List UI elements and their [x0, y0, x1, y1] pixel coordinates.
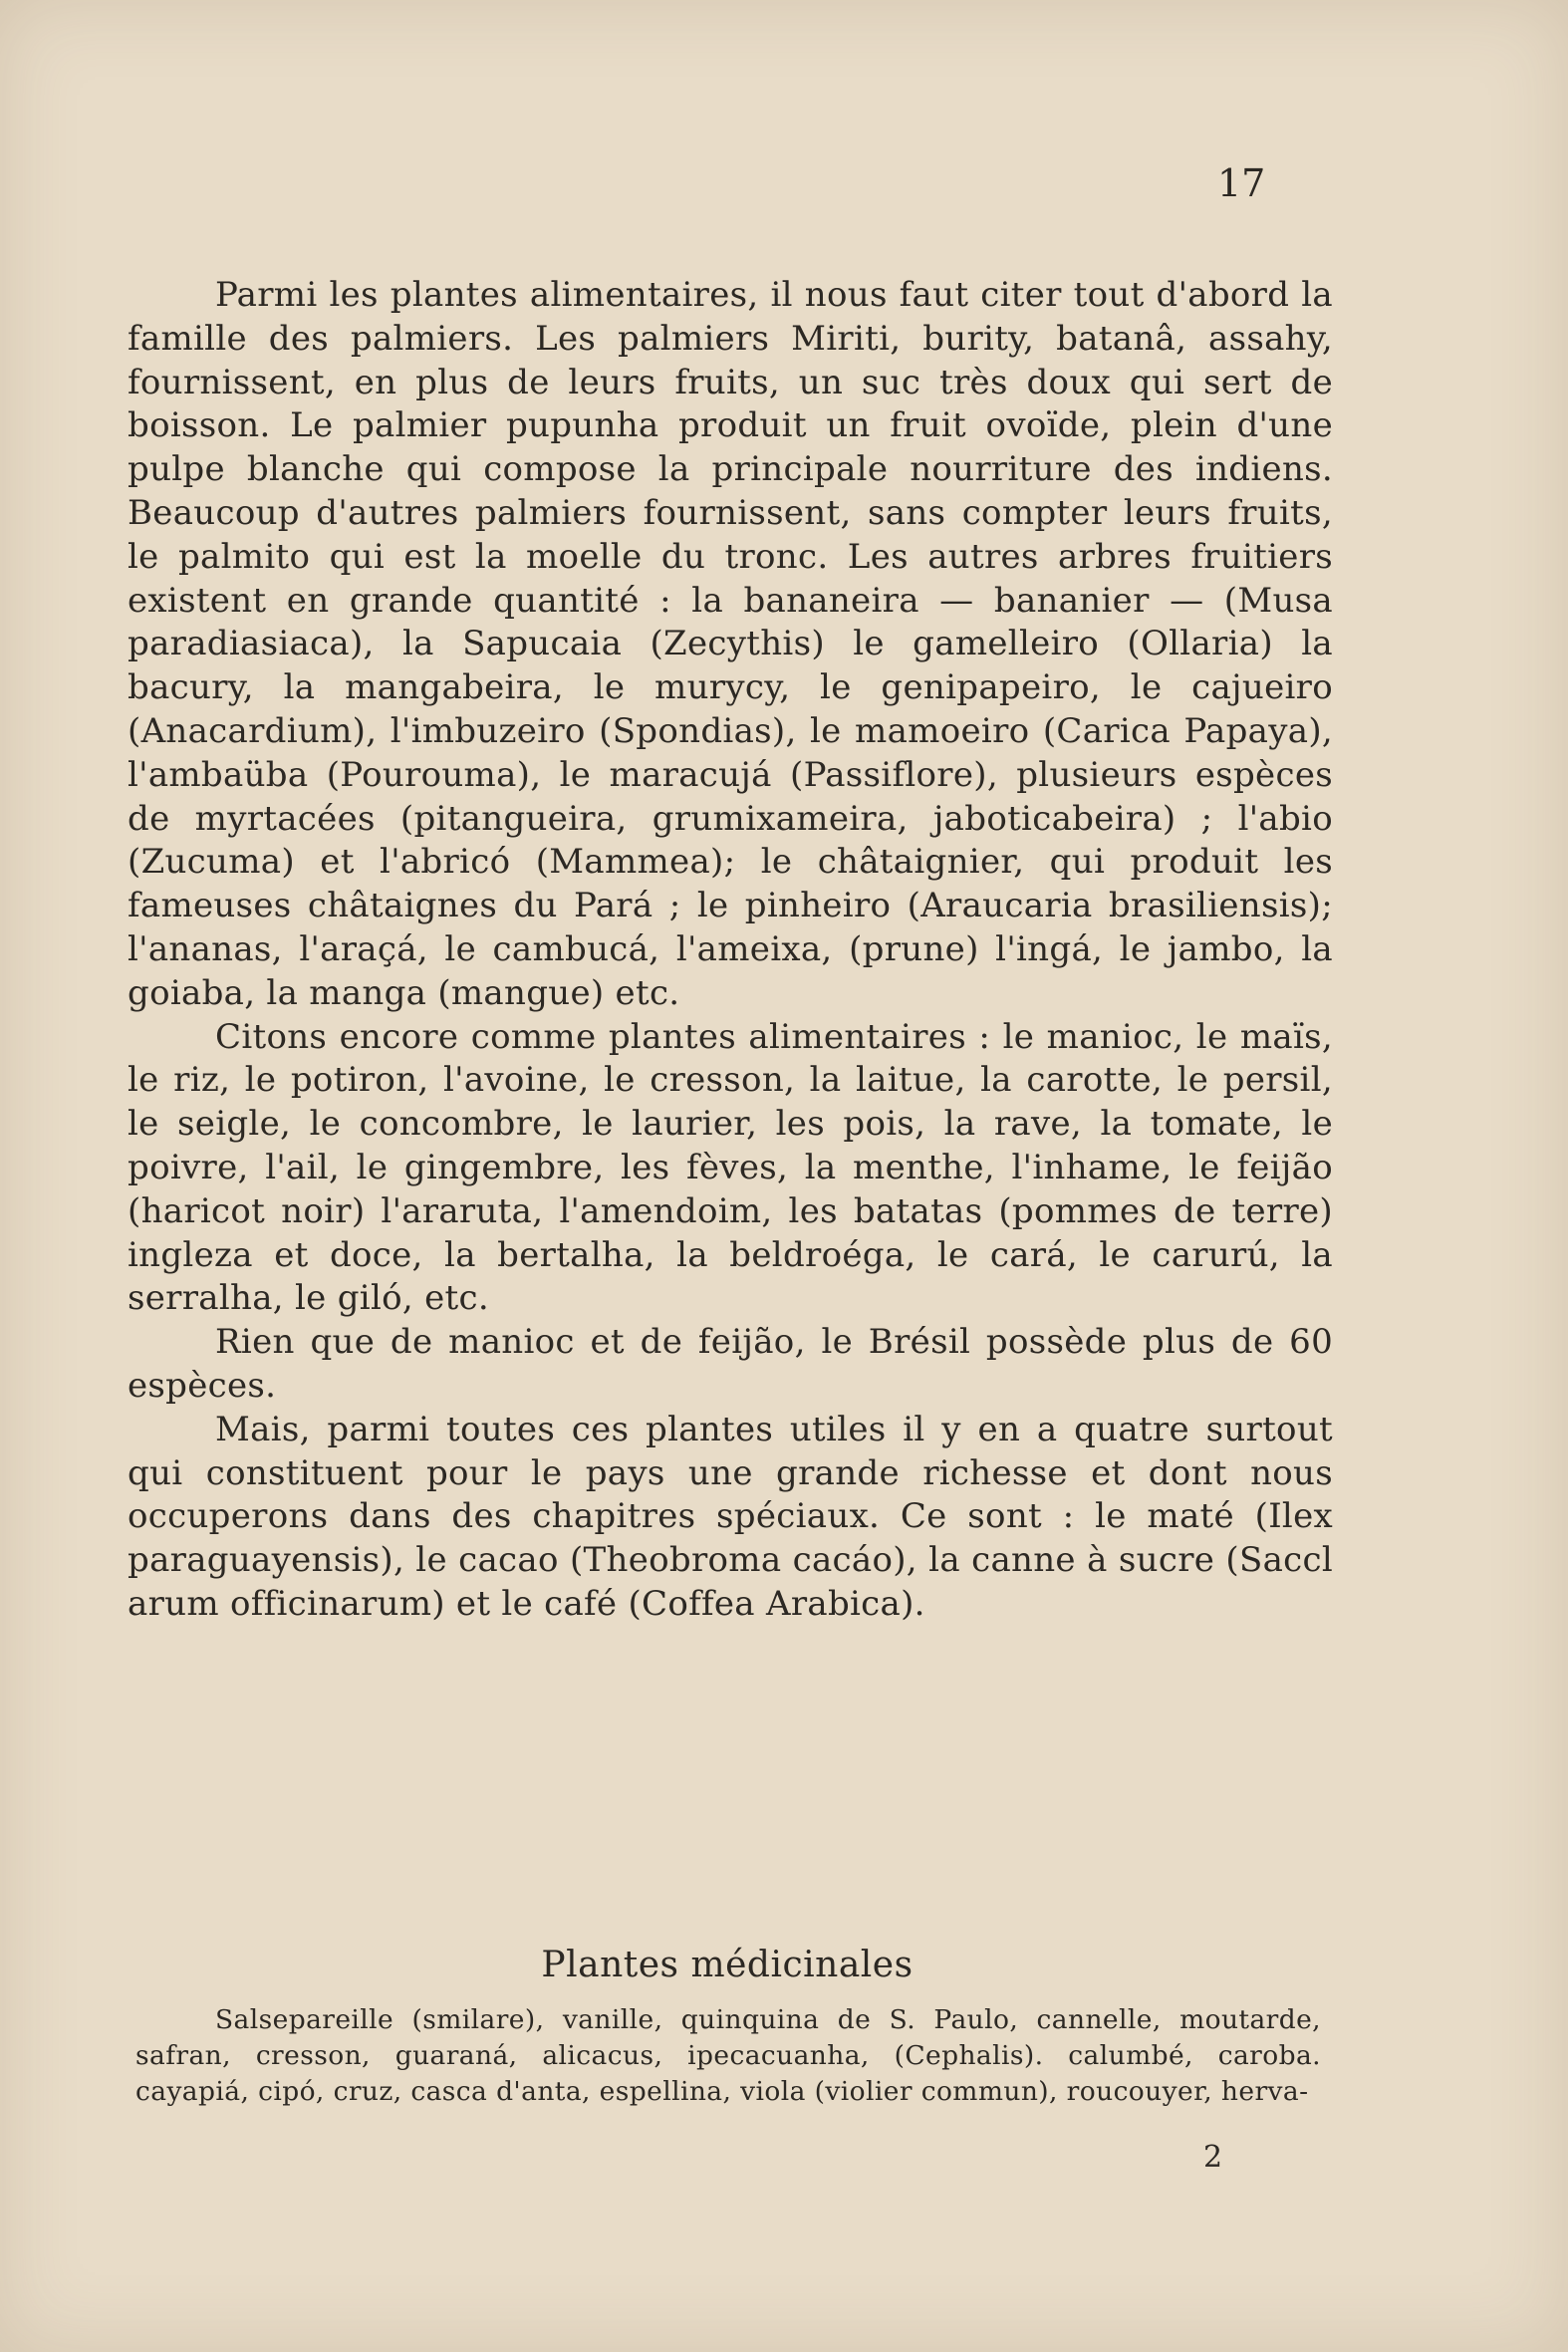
section-title: Plantes médicinales: [541, 1945, 914, 1985]
paragraph-four-plants: Mais, parmi toutes ces plantes utiles il y en a quatre surtout qui constituent pour le pays une grande richesse et dont nous occuperons dans des chapitres spéciaux. Ce sont : le maté (Ilex paraguayensis), le cacao (Theobroma cacáo), la canne à sucre (Saccl arum officinarum) et le café (Coffea Arabica).: [128, 1409, 1333, 1624]
paragraph-manioc-feijao: Rien que de manioc et de feijão, le Brésil possède plus de 60 espèces.: [128, 1322, 1333, 1406]
medicinal-plants-list: [135, 2002, 1321, 2110]
page-number: 17: [1217, 161, 1266, 205]
body-text: [128, 274, 1333, 1627]
signature-mark: 2: [1203, 2140, 1223, 2175]
paragraph-food-plants: Parmi les plantes alimentaires, il nous faut citer tout d'abord la famille des palmiers. Les palmiers Miriti, burity, batanâ, assahy, fournissent, en plus de leurs fruits, un suc très doux qui sert de boisson. Le palmier pupunha produit un fruit ovoïde, plein d'une pulpe blanche qui compose la principale nourriture des indiens. Beaucoup d'autres palmiers fournissent, sans compter leurs fruits, le palmito qui est la moelle du tronc. Les autres arbres fruitiers existent en grande quantité : la bananeira — bananier — (Musa paradiasiaca), la Sapucaia (Zecythis) le gamelleiro (Ollaria) la bacury, la mangabeira, le murycy, le genipapeiro, le cajueiro (Anacardium), l'imbuzeiro (Spondias), le mamoeiro (Carica Papaya), l'ambaüba (Pourouma), le maracujá (Passiflore), plusieurs espèces de myrtacées (pitangueira, grumixameira, jaboticabeira) ; l'abio (Zucuma) et l'abricó (Mammea); le châtaignier, qui produit les fameuses châtaignes du Pará ; le pinheiro (Araucaria brasiliensis); l'ananas, l'araçá, le cambucá, l'ameixa, (prune) l'ingá, le jambo, la goiaba, la manga (mangue) etc.: [128, 275, 1333, 1013]
paragraph-food-plants-continued: Citons encore comme plantes alimentaires : le manioc, le maïs, le riz, le potiron, l'avoine, le cresson, la laitue, la carotte, le persil, le seigle, le concombre, le laurier, les pois, la rave, la tomate, le poivre, l'ail, le gingembre, les fèves, la menthe, l'inhame, le feijão (haricot noir) l'araruta, l'amendoim, les batatas (pommes de terre) ingleza et doce, la bertalha, la beldroéga, le cará, le carurú, la serralha, le giló, etc.: [128, 1016, 1333, 1319]
medicinal-plants-text: Salsepareille (smilare), vanille, quinquina de S. Paulo, cannelle, moutarde, safran, cresson, guaraná, alicacus, ipecacuanha, (Cephalis). calumbé, caroba. cayapiá, cipó, cruz, casca d'anta, espellina, viola (violier commun), roucouyer, herva-: [135, 2004, 1321, 2107]
